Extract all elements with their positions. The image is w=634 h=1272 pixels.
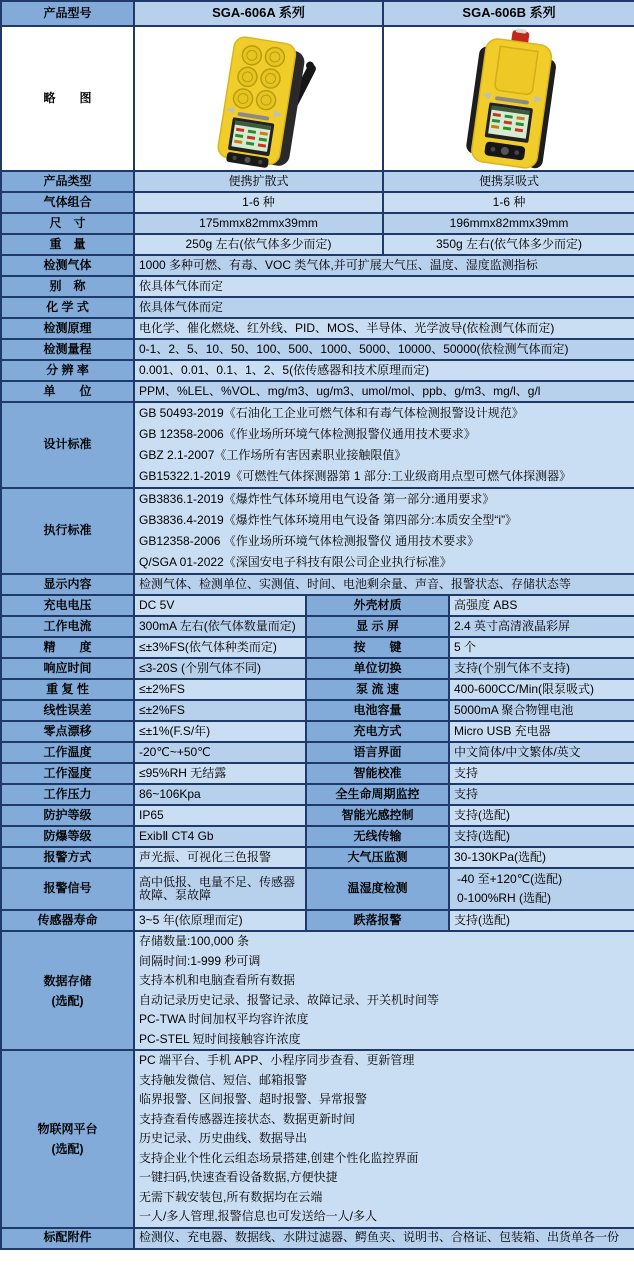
table-row: [1, 339, 634, 360]
row-value: 5000mA 聚合物锂电池: [449, 700, 634, 721]
row-label: 别 称: [1, 276, 134, 297]
row-value: 支持(选配): [449, 805, 634, 826]
table-row-data-storage: [1, 931, 634, 1050]
lcd-screen-icon: [485, 102, 533, 143]
row-label-data-storage: 数据存储 (选配): [1, 931, 134, 1050]
row-value: Micro USB 充电器: [449, 721, 634, 742]
row-label: 语言界面: [306, 742, 449, 763]
row-label: 泵 流 速: [306, 679, 449, 700]
table-row-iot-platform: [1, 1050, 634, 1228]
standard-line: GB15322.1-2019《可燃性气体探测器第 1 部分:工业级商用点型可燃气体探测器》: [139, 469, 572, 483]
row-label: 化 学 式: [1, 297, 134, 318]
value-a: 1-6 种: [134, 192, 383, 213]
table-row: [1, 26, 634, 171]
standard-line: GB 50493-2019《石油化工企业可燃气体和有毒气体检测报警设计规范》: [139, 406, 524, 420]
pump-cover: [494, 46, 538, 95]
row-label: 全生命周期监控: [306, 784, 449, 805]
table-row: [1, 826, 634, 847]
table-row: [1, 700, 634, 721]
row-label: 精 度: [1, 637, 134, 658]
table-row: [1, 297, 634, 318]
row-label: 跌落报警: [306, 910, 449, 931]
table-row: [1, 637, 634, 658]
row-value: 高强度 ABS: [449, 595, 634, 616]
row-value: 检测气体、检测单位、实测值、时间、电池剩余量、声音、报警状态、存储状态等: [134, 574, 634, 595]
value-a: 便携扩散式: [134, 171, 383, 192]
feature-line: 历史记录、历史曲线、数据导出: [139, 1131, 308, 1145]
table-row: [1, 255, 634, 276]
row-label: 产品类型: [1, 171, 134, 192]
table-row: [1, 679, 634, 700]
feature-line: 临界报警、区间报警、超时报警、异常报警: [139, 1092, 368, 1106]
table-row: [1, 360, 634, 381]
table-row: [1, 805, 634, 826]
table-row-exec-standards: [1, 488, 634, 574]
row-label: 执行标准: [1, 488, 134, 574]
table-row: [1, 658, 634, 679]
table-row: [1, 574, 634, 595]
diffusion-detector-image: [144, 28, 374, 169]
table-row-alarm-signals: [1, 868, 634, 910]
table-row: [1, 318, 634, 339]
row-value: 依具体气体而定: [134, 297, 634, 318]
table-row: [1, 742, 634, 763]
row-value: 声光振、可视化三色报警: [134, 847, 306, 868]
row-label: 工作温度: [1, 742, 134, 763]
design-standards-list: [134, 402, 634, 488]
row-label: 智能校准: [306, 763, 449, 784]
row-label: 工作湿度: [1, 763, 134, 784]
row-label: 充电方式: [306, 721, 449, 742]
table-row: [1, 1228, 634, 1249]
device-b-cell: [383, 26, 634, 171]
feature-line: 无需下载安装包,所有数据均在云端: [139, 1189, 323, 1204]
row-value: ≤3-20S (个别气体不同): [134, 658, 306, 679]
feature-line: PC 端平台、手机 APP、小程序同步查看、更新管理: [139, 1053, 415, 1067]
row-label: 气体组合: [1, 192, 134, 213]
feature-line: 支持触发微信、短信、邮箱报警: [139, 1072, 308, 1087]
model-a-header: SGA-606A 系列: [134, 1, 383, 26]
table-row: [1, 616, 634, 637]
row-value: IP65: [134, 805, 306, 826]
row-value: DC 5V: [134, 595, 306, 616]
table-row: [1, 784, 634, 805]
row-value: 检测仪、充电器、数据线、水阱过滤器、鳄鱼夹、说明书、合格证、包装箱、出货单各一份: [134, 1228, 634, 1249]
row-value: ≤±1%(F.S/年): [134, 721, 306, 742]
row-value: ≤±2%FS: [134, 700, 306, 721]
row-value: 支持: [449, 763, 634, 784]
row-value: 中文简体/中文繁体/英文: [449, 742, 634, 763]
sga-606b-photo: [384, 27, 634, 170]
standard-line: GB3836.1-2019《爆炸性气体环境用电气设备 第一部分:通用要求》: [139, 492, 495, 506]
feature-line: PC-TWA 时间加权平均容许浓度: [139, 1012, 309, 1026]
row-label: 检测原理: [1, 318, 134, 339]
row-label: 分 辨 率: [1, 360, 134, 381]
row-label: 传感器寿命: [1, 910, 134, 931]
table-row: [1, 171, 634, 192]
standard-line: GB 12358-2006《作业场所环境气体检测报警仪通用技术要求》: [139, 427, 476, 441]
row-label: 重 量: [1, 234, 134, 255]
row-value: 86~106Kpa: [134, 784, 306, 805]
data-storage-list: [134, 931, 634, 1050]
value-a: 175mmx82mmx39mm: [134, 213, 383, 234]
row-value: 300mA 左右(依气体数量而定): [134, 616, 306, 637]
row-label: 尺 寸: [1, 213, 134, 234]
row-value: 支持(个别气体不支持): [449, 658, 634, 679]
feature-line: 支持本机和电脑查看所有数据: [139, 973, 296, 987]
table-row: [1, 721, 634, 742]
table-row: [1, 381, 634, 402]
row-value: PPM、%LEL、%VOL、mg/m3、ug/m3、umol/mol、ppb、g/m3、mg/l、g/l: [134, 381, 634, 402]
row-label: 无线传输: [306, 826, 449, 847]
row-label: 温湿度检测: [306, 868, 449, 910]
row-label: 单位切换: [306, 658, 449, 679]
table-row: [1, 595, 634, 616]
row-label: 工作压力: [1, 784, 134, 805]
row-value: 依具体气体而定: [134, 276, 634, 297]
row-value: ≤±2%FS: [134, 679, 306, 700]
feature-line: 间隔时间:1-999 秒可调: [139, 953, 261, 968]
row-label: 响应时间: [1, 658, 134, 679]
row-value: 1000 多种可燃、有毒、VOC 类气体,并可扩展大气压、温度、湿度监测指标: [134, 255, 634, 276]
row-value: ≤95%RH 无结露: [134, 763, 306, 784]
row-label: 设计标准: [1, 402, 134, 488]
row-value: 0.001、0.01、0.1、1、2、5(依传感器和技术原理而定): [134, 360, 634, 381]
exec-standards-list: [134, 488, 634, 574]
row-label: 显示内容: [1, 574, 134, 595]
row-label: 检测气体: [1, 255, 134, 276]
value-b: 196mmx82mmx39mm: [383, 213, 634, 234]
feature-line: 支持企业个性化云组态场景搭建,创建个性化监控界面: [139, 1150, 419, 1165]
row-value: 支持: [449, 784, 634, 805]
table-row: [1, 847, 634, 868]
feature-line: PC-STEL 短时间接触容许浓度: [139, 1031, 301, 1046]
row-label: 充电电压: [1, 595, 134, 616]
table-row: [1, 1, 634, 26]
device-a-cell: [134, 26, 383, 171]
lcd-screen-icon: [227, 117, 274, 156]
standard-line: Q/SGA 01-2022《深国安电子科技有限公司企业执行标准》: [139, 555, 452, 569]
row-label: 报警方式: [1, 847, 134, 868]
standard-line: GB12358-2006 《作业场所环境气体检测报警仪 通用技术要求》: [139, 534, 480, 548]
row-label: 标配附件: [1, 1228, 134, 1249]
table-row-design-standards: [1, 402, 634, 488]
row-label: 零点漂移: [1, 721, 134, 742]
pump-detector-image: [393, 28, 625, 169]
row-value: ≤±3%FS(依气体种类而定): [134, 637, 306, 658]
row-label: 电池容量: [306, 700, 449, 721]
value-a: 250g 左右(依气体多少而定): [134, 234, 383, 255]
model-b-header: SGA-606B 系列: [383, 1, 634, 26]
row-label: 检测量程: [1, 339, 134, 360]
row-label: 大气压监测: [306, 847, 449, 868]
table-row: [1, 910, 634, 931]
row-label: 按 键: [306, 637, 449, 658]
row-value: 5 个: [449, 637, 634, 658]
row-label: 报警信号: [1, 868, 134, 910]
row-label: 单 位: [1, 381, 134, 402]
row-label-sketch: 略 图: [1, 26, 134, 171]
row-label: 防爆等级: [1, 826, 134, 847]
feature-line: 一人/多人管理,报警信息也可发送给一人/多人: [139, 1209, 378, 1223]
row-label: 防护等级: [1, 805, 134, 826]
sga-606a-photo: [135, 27, 382, 170]
row-value: ExibⅡ CT4 Gb: [134, 826, 306, 847]
table-row: [1, 192, 634, 213]
value-line: 0-100%RH (选配): [457, 891, 552, 905]
row-label: 显 示 屏: [306, 616, 449, 637]
row-value: 2.4 英寸高清液晶彩屏: [449, 616, 634, 637]
standard-line: GB3836.4-2019《爆炸性气体环境用电气设备 第四部分:本质安全型“i”》: [139, 513, 518, 527]
row-value: 30-130KPa(选配): [449, 847, 634, 868]
table-row: [1, 234, 634, 255]
row-label: 线性误差: [1, 700, 134, 721]
standard-line: GBZ 2.1-2007《工作场所有害因素职业接触限值》: [139, 448, 407, 462]
row-label: 重 复 性: [1, 679, 134, 700]
table-row: [1, 763, 634, 784]
row-value: 电化学、催化燃烧、红外线、PID、MOS、半导体、光学波导(依检测气体而定): [134, 318, 634, 339]
row-label: 外壳材质: [306, 595, 449, 616]
value-b: 1-6 种: [383, 192, 634, 213]
feature-line: 存储数量:100,000 条: [139, 934, 250, 948]
row-value: 0-1、2、5、10、50、100、500、1000、5000、10000、50000(依检测气体而定): [134, 339, 634, 360]
table-row: [1, 276, 634, 297]
feature-line: 自动记录历史记录、报警记录、故障记录、开关机时间等: [139, 992, 440, 1007]
row-value: [449, 868, 634, 910]
feature-line: 一键扫码,快速查看设备数据,方便快捷: [139, 1170, 338, 1184]
value-line: -40 至+120℃(选配): [457, 872, 563, 886]
row-value: 支持(选配): [449, 826, 634, 847]
row-value: 高中低报、电量不足、传感器故障、泵故障: [134, 868, 306, 910]
row-label-product-model: 产品型号: [1, 1, 134, 26]
row-value: 支持(选配): [449, 910, 634, 931]
row-value: 3~5 年(依原理而定): [134, 910, 306, 931]
table-row: [1, 213, 634, 234]
row-label-iot-platform: 物联网平台 (选配): [1, 1050, 134, 1228]
value-b: 350g 左右(依气体多少而定): [383, 234, 634, 255]
row-label: 智能光感控制: [306, 805, 449, 826]
feature-line: 支持查看传感器连接状态、数据更新时间: [139, 1111, 356, 1126]
row-value: -20℃~+50℃: [134, 742, 306, 763]
row-label: 工作电流: [1, 616, 134, 637]
iot-feature-list: [134, 1050, 634, 1228]
row-value: 400-600CC/Min(限泵吸式): [449, 679, 634, 700]
value-b: 便携泵吸式: [383, 171, 634, 192]
